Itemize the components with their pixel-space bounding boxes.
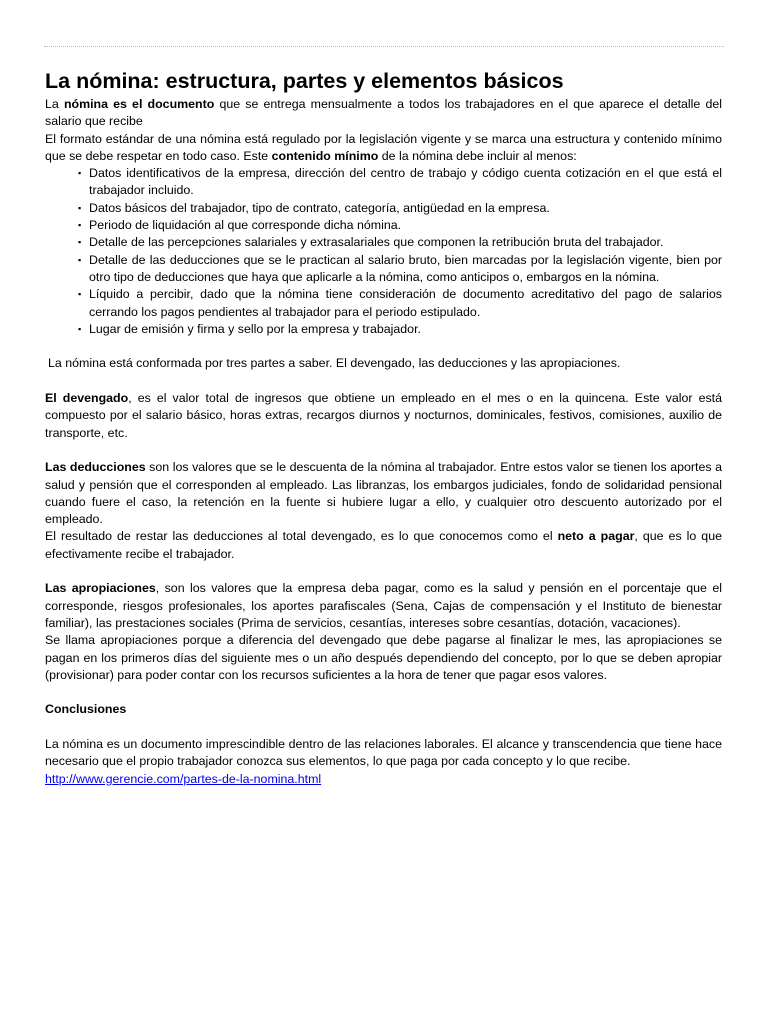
intro-text: La (45, 97, 64, 111)
source-link[interactable]: http://www.gerencie.com/partes-de-la-nomina.html (45, 771, 322, 786)
apropiaciones-text: , son los valores que la empresa deba pagar, como es la salud y pensión en el porcentaje que el corresponde, riesgos profesionales, los aportes parafiscales (Sena, Cajas de compensación y el Instituto de bienestar familiar), las prestaciones sociales (Prima de servicios, cesantías, intereses sobre cesantías, dotación, vacaciones). (45, 581, 722, 630)
neto-paragraph (45, 528, 722, 563)
intro2-text-cont: de la nómina debe incluir al menos: (378, 148, 577, 163)
conclusiones-paragraph: La nómina es un documento imprescindible dentro de las relaciones laborales. El alcance y transcendencia que tiene hace necesario que el propio trabajador conozca sus elementos, lo que paga por cada concepto y lo que recibe. (45, 736, 722, 769)
list-item (78, 217, 722, 234)
minimum-content-list (45, 165, 722, 338)
devengado-text: , es el valor total de ingresos que obtiene un empleado en el mes o en la quincena. Este valor está compuesto por el salario básico, horas extras, recargos diurnos y nocturnos, dominicales, festivos, comisiones, auxilio de transporte, etc. (45, 391, 722, 440)
list-item-text: Lugar de emisión y firma y sello por la empresa y trabajador. (89, 321, 421, 336)
list-item-text: Detalle de las deducciones que se le practican al salario bruto, bien marcadas por la legislación vigente, bien por otro tipo de deducciones que haya que aplicarle a la nómina, como anticipos o, embargos en la nómina. (89, 252, 722, 284)
document-body (45, 67, 722, 788)
list-item (78, 165, 722, 200)
list-item (78, 234, 722, 251)
intro-bold: nómina es el documento (63, 97, 215, 111)
list-item (78, 200, 722, 217)
deducciones-heading: Las deducciones (45, 460, 146, 475)
list-item-text: Periodo de liquidación al que corresponde dicha nómina. (89, 218, 402, 233)
parts-intro: La nómina está conformada por tres partes a saber. El devengado, las deducciones y las apropiaciones. (48, 356, 621, 371)
document-title: La nómina: estructura, partes y elementos básicos (45, 69, 564, 93)
apropiaciones-heading: Las apropiaciones (45, 581, 156, 596)
bullet-icon: ▪ (78, 202, 82, 213)
spacer (45, 338, 722, 355)
spacer (45, 719, 722, 736)
intro-paragraph-1 (45, 96, 722, 131)
list-item-text: Detalle de las percepciones salariales y extrasalariales que componen la retribución bruta del trabajador. (89, 235, 664, 250)
spacer (45, 563, 722, 580)
intro-text-cont: que se entrega mensualmente a todos los trabajadores en el que aparece el detalle del salario que recibe (45, 97, 722, 129)
spacer (45, 373, 722, 390)
conclusiones-heading (45, 701, 722, 718)
apropiaciones-paragraph (45, 580, 722, 632)
deducciones-paragraph (45, 459, 722, 528)
list-item (78, 286, 722, 321)
bullet-icon: ▪ (78, 237, 82, 248)
conclusiones-heading-text: Conclusiones (45, 702, 127, 717)
spacer (45, 684, 722, 701)
apropiaciones-paragraph-2: Se llama apropiaciones porque a diferencia del devengado que debe pagarse al finalizar le mes, las apropiaciones se pagan en los primeros días del siguiente mes o un año después dependiendo del concepto, por lo que se deben apropiar (provisionar) para poder contar con los recursos suficientes a la hora de tener que pagar esos valores. (45, 633, 722, 682)
bullet-icon: ▪ (78, 323, 82, 334)
source-link-line (45, 771, 722, 788)
intro2-bold: contenido mínimo (271, 148, 379, 163)
spacer (45, 442, 722, 459)
list-item-text: Líquido a percibir, dado que la nómina tiene consideración de documento acreditativo del pago de salarios cerrando los pagos pendientes al trabajador para el periodo estipulado. (89, 287, 722, 319)
header-divider (44, 46, 724, 47)
intro2-text: El formato estándar de una nómina está regulado por la legislación vigente y se marca una estructura y contenido mínimo que se debe respetar en todo caso. Este (45, 131, 722, 163)
bullet-icon: ▪ (78, 220, 82, 231)
bullet-icon: ▪ (78, 289, 82, 300)
list-item-text: Datos básicos del trabajador, tipo de contrato, categoría, antigüedad en la empresa. (89, 200, 550, 215)
list-item (78, 321, 722, 338)
neto-text: El resultado de restar las deducciones al total devengado, es lo que conocemos como el (45, 529, 558, 544)
neto-bold: neto a pagar (557, 529, 635, 544)
bullet-icon: ▪ (78, 168, 82, 179)
list-item (78, 252, 722, 287)
devengado-paragraph (45, 390, 722, 442)
neto-text-cont: , que es lo que efectivamente recibe el trabajador. (45, 529, 722, 561)
list-item-text: Datos identificativos de la empresa, dirección del centro de trabajo y código cuenta cotización en el que está el trabajador incluido. (89, 166, 722, 198)
deducciones-text: son los valores que se le descuenta de la nómina al trabajador. Entre estos valor se tienen los aportes a salud y pensión que el corresponden al empleado. Las libranzas, los embargos judiciales, fondo de solidaridad pensional cuando fuere el caso, la retención en la fuente si hubiere lugar a ello, y cualquier otro descuento autorizado por el empleado. (45, 460, 722, 527)
intro-paragraph-2 (45, 131, 722, 166)
devengado-heading: El devengado (45, 391, 129, 406)
bullet-icon: ▪ (78, 254, 82, 265)
